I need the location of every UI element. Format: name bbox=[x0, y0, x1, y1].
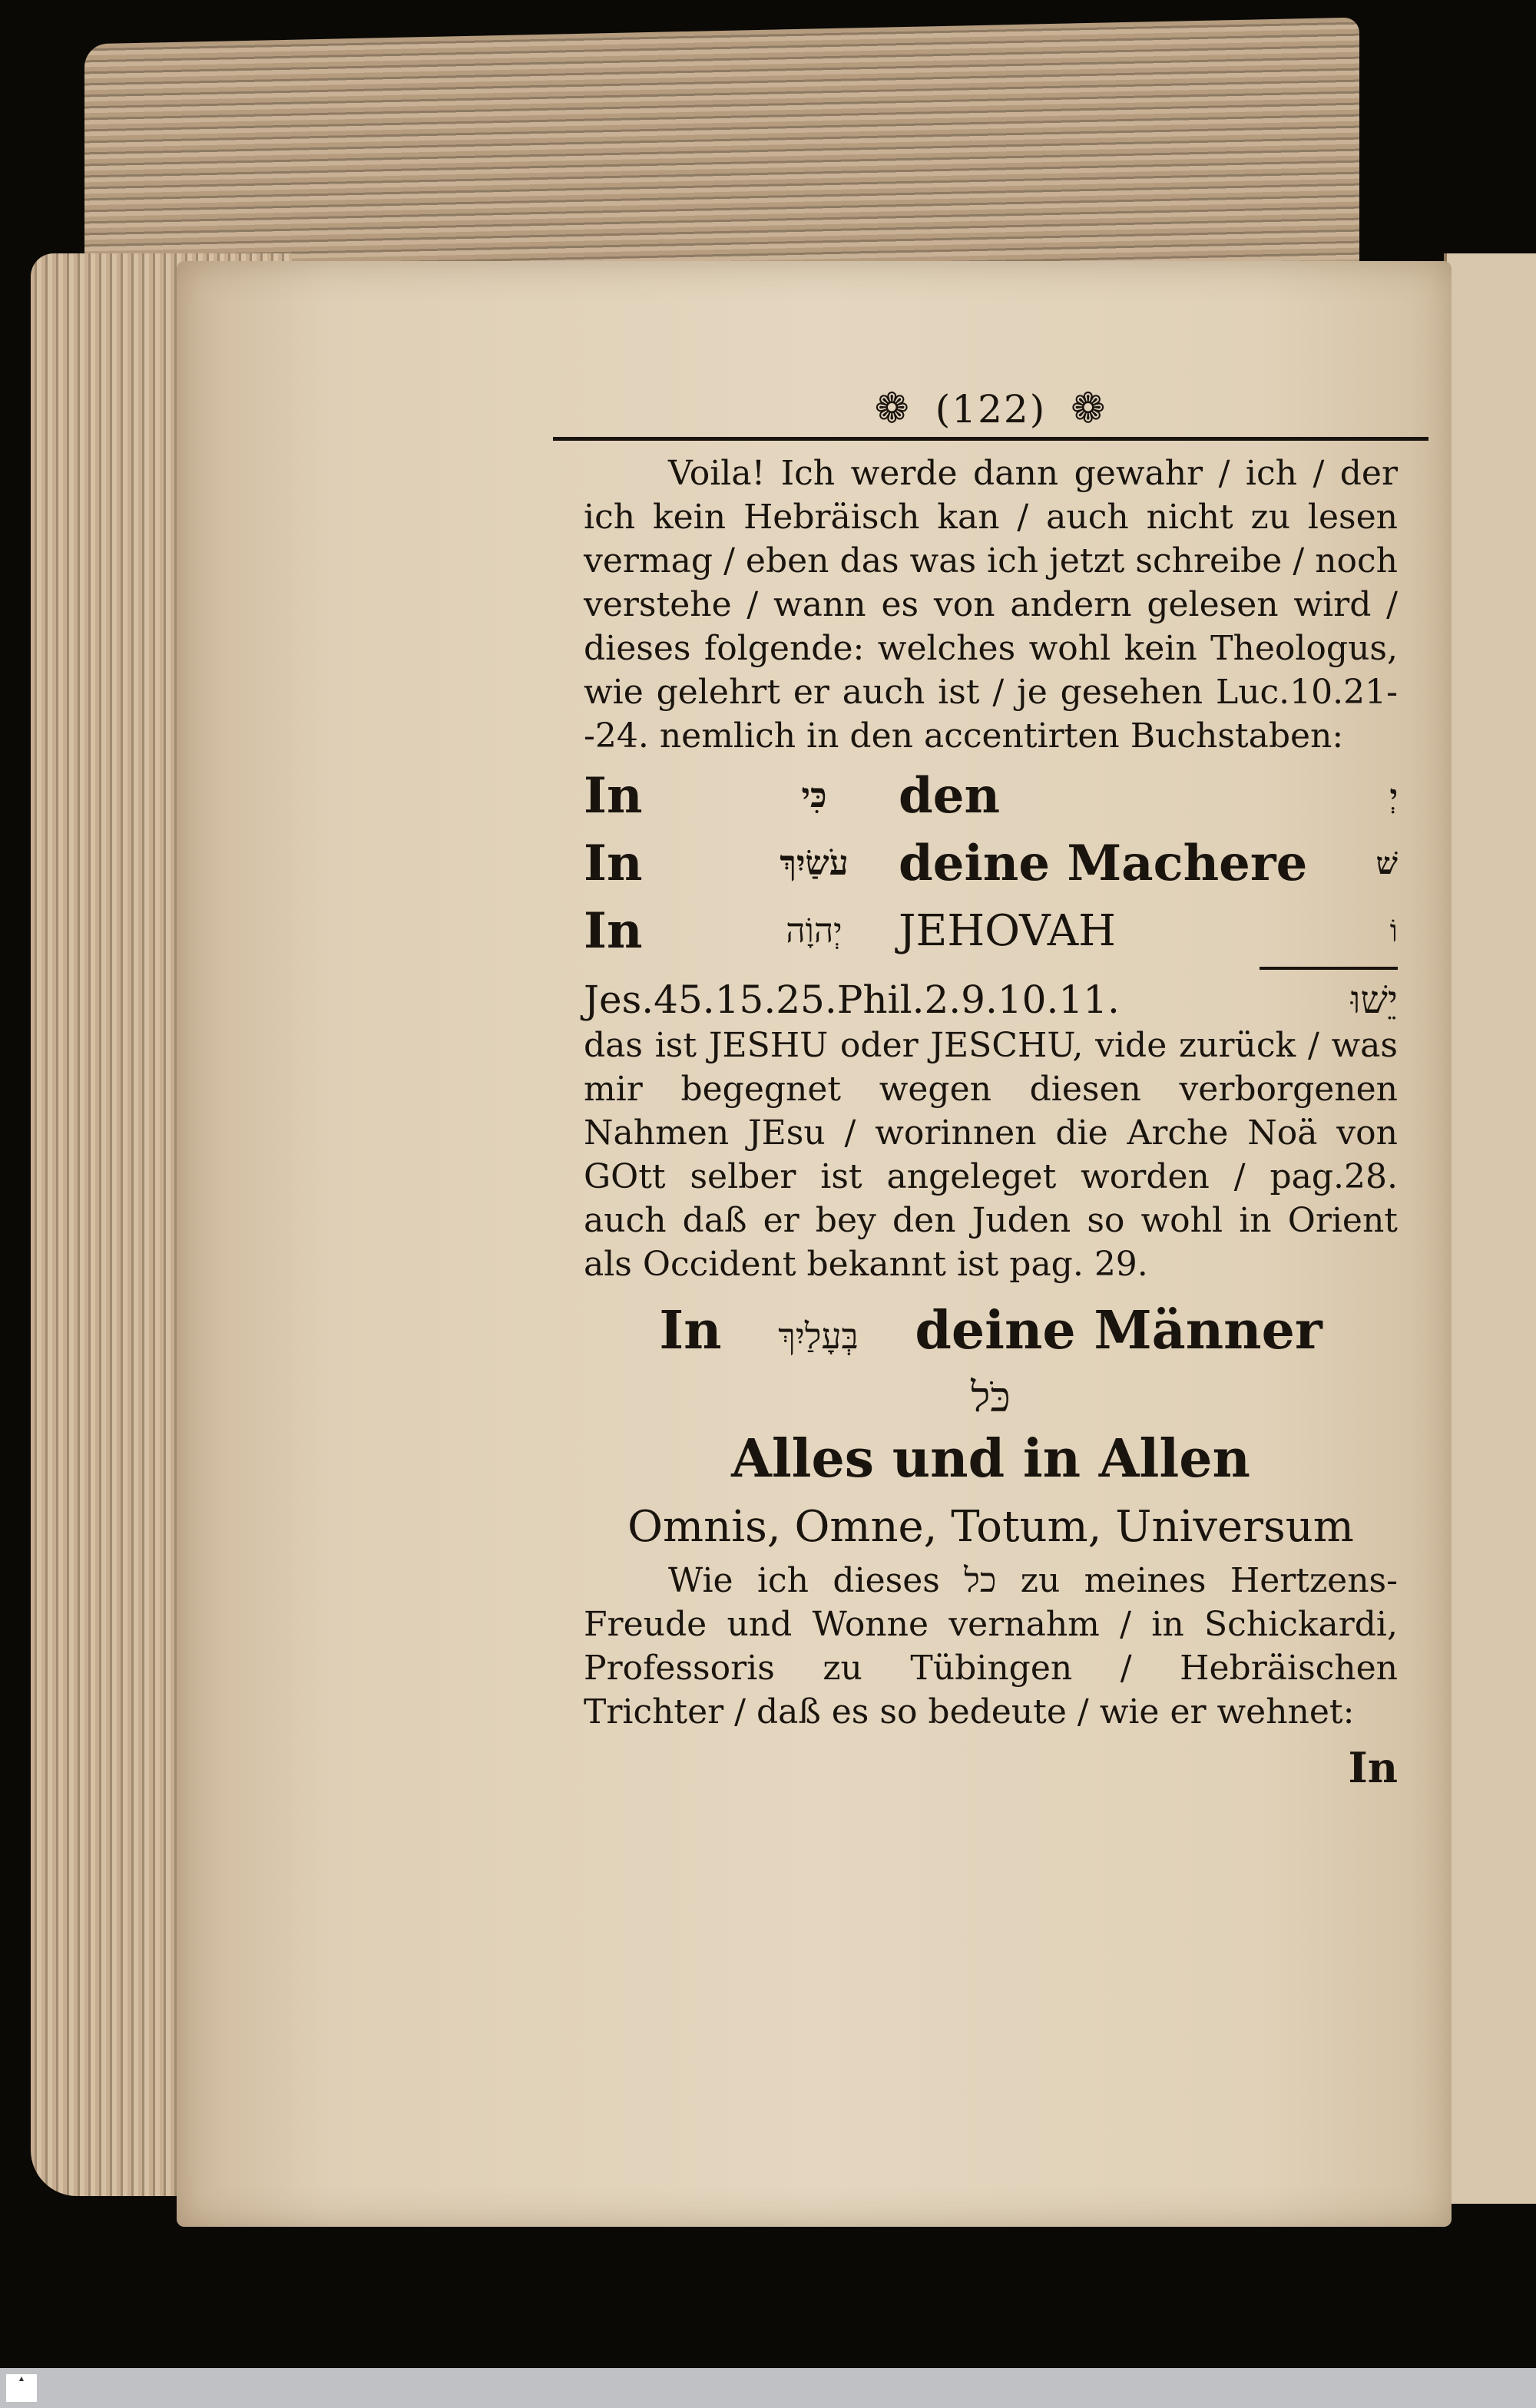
row-german: deine Männer bbox=[915, 1300, 1322, 1361]
hebrew-table bbox=[584, 762, 1398, 965]
table-row bbox=[584, 762, 1398, 830]
library-logo-icon: ▲ bbox=[6, 2374, 37, 2402]
page-text bbox=[584, 384, 1398, 1792]
row-word: In bbox=[659, 1300, 722, 1361]
kol-word: כֹּל bbox=[971, 1373, 1011, 1421]
row-german: den bbox=[899, 767, 1000, 825]
row-hebrew: כִּי bbox=[801, 776, 827, 815]
flower-ornament-icon: ❁ bbox=[1071, 384, 1107, 432]
page-number: (122) bbox=[935, 387, 1047, 432]
hebrew-word: יֵשׁוּ bbox=[1350, 977, 1398, 1022]
row-mark: יְ bbox=[1389, 778, 1398, 814]
paragraph-intro: Voila! Ich werde dann gewahr / ich / der ich kein Hebräisch kan / auch nicht zu lesen vermag / eben das was ich jetzt schreibe / noch verstehe / wann es von andern gelesen wird / dieses folgende: welches wohl kein Theologus, wie gelehrt er auch ist / je gesehen Luc.10.21--24. nemlich in den accentirten Buchstaben: bbox=[584, 454, 1398, 756]
row-hebrew: בְּעָלַיִךְ bbox=[778, 1315, 859, 1357]
latin-line: Omnis, Omne, Totum, Universum bbox=[627, 1502, 1354, 1552]
row-mark: וֹ bbox=[1389, 914, 1398, 949]
maenner-line bbox=[584, 1294, 1398, 1373]
facing-page bbox=[1444, 253, 1536, 2204]
row-word: In bbox=[584, 902, 643, 960]
reference-line bbox=[584, 976, 1398, 1024]
viewer-footer-bar bbox=[0, 2368, 1536, 2408]
row-hebrew: יְהוָֹה bbox=[786, 911, 842, 951]
short-rule bbox=[1260, 967, 1398, 970]
row-word: In bbox=[584, 835, 643, 892]
catchword: In bbox=[1348, 1743, 1398, 1792]
paragraph-jeshu: das ist JESHU oder JESCHU, vide zurück / was mir begegnet wegen diesen verborgenen Nahmen JEsu / worinnen die Arche Noä von GOtt selber ist angeleget worden / pag.28. auch daß er bey den Juden so wohl in Orient als Occident bekannt ist pag. 29. bbox=[584, 1026, 1398, 1284]
row-mark: שׁ bbox=[1375, 845, 1398, 882]
scripture-reference: Jes.45.15.25.Phil.2.9.10.11. bbox=[584, 977, 1120, 1022]
table-row bbox=[584, 830, 1398, 898]
flower-ornament-icon: ❁ bbox=[874, 384, 911, 432]
table-row bbox=[584, 898, 1398, 965]
paragraph-schickard: Wie ich dieses כל zu meines Hertzens-Freude und Wonne vernahm / in Schickardi, Professoris zu Tübingen / Hebräischen Trichter / daß es so bedeute / wie er wehnet: bbox=[584, 1561, 1398, 1732]
row-german: JEHOVAH bbox=[899, 906, 1117, 956]
running-head bbox=[584, 384, 1398, 432]
header-rule bbox=[553, 437, 1428, 441]
row-german: deine Machere bbox=[899, 835, 1308, 892]
row-word: In bbox=[584, 767, 643, 825]
alles-heading: Alles und in Allen bbox=[731, 1428, 1250, 1490]
row-hebrew: עֹשַׂיִךְ bbox=[780, 844, 849, 883]
